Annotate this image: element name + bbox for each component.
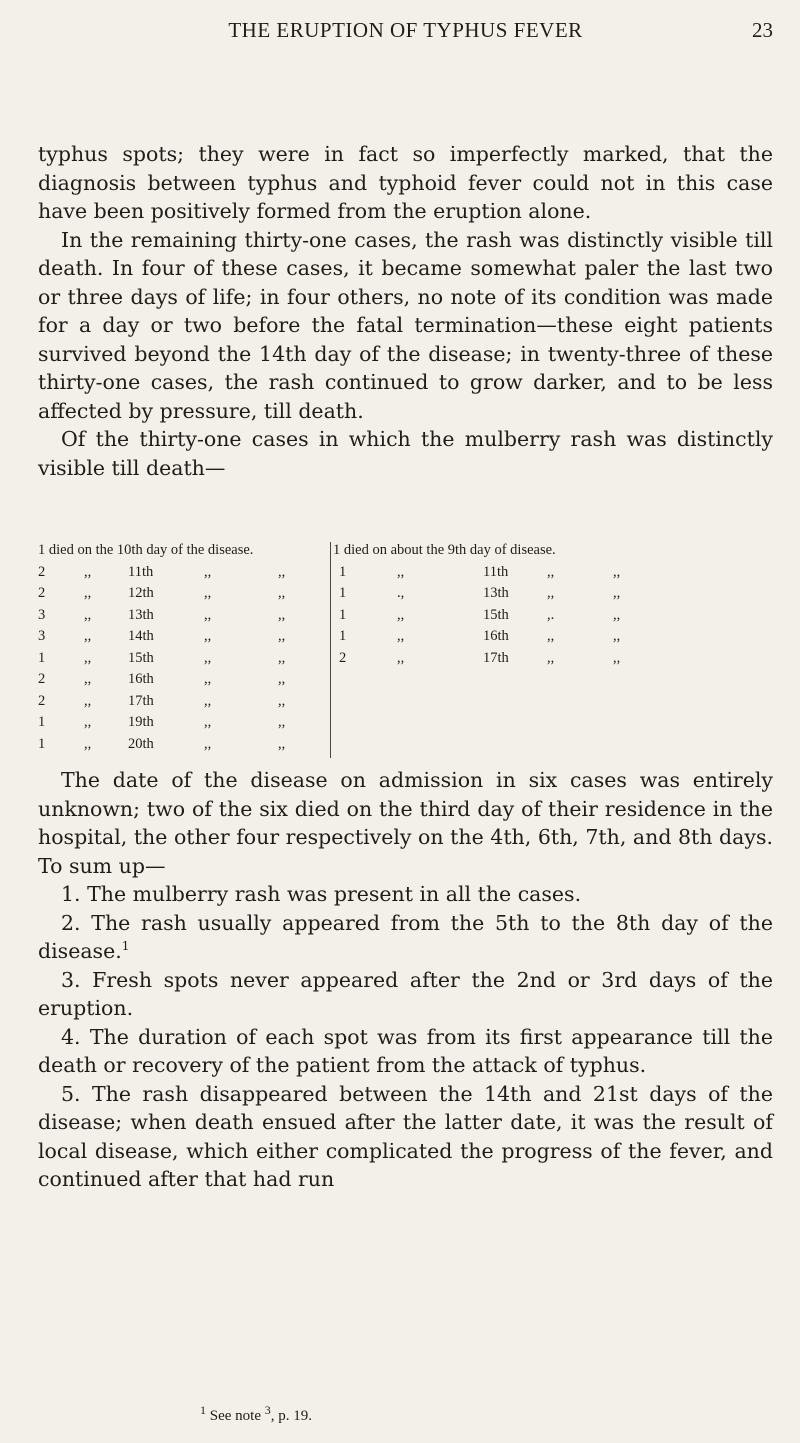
- footnote: $^1$ See note $^3$, p. 19.: [200, 1403, 312, 1424]
- table-row: 2 ,, 17th ,, ,,: [339, 649, 621, 666]
- table-heading: 1 died on the 10th day of the disease.: [38, 542, 254, 558]
- paragraph: The date of the disease on admission in six cases was entirely unknown; two of the six died on the third day of their residence in the hospital, the other four respectively on the 4th, 6th, 7th, and 8th days. To sum up—: [38, 768, 773, 878]
- table-row: 2 ,, 12th ,, ,,: [38, 585, 286, 601]
- paragraph: In the remaining thirty-one cases, the rash was distinctly visible till death. In four of these cases, it became somewhat paler the last two or three days of life; in four others, no note of its condition was made for a day or two before the fatal termination—these eight patients survived beyond the 14th day of the disease; in twenty-three of these thirty-one cases, the rash continued to grow darker, and to be less affected by pressure, till death.: [38, 227, 773, 423]
- deaths-table-left: [38, 542, 316, 757]
- table-row: 1 ,, 16th ,, ,,: [339, 628, 621, 644]
- table-row: 3 ,, 14th ,, ,,: [38, 628, 286, 644]
- table-row: 1 ,, 19th ,, ,,: [38, 714, 286, 730]
- table-row: 1 ,, 15th ,. ,,: [339, 606, 621, 623]
- footnote-number: 1: [200, 1403, 206, 1417]
- table-row: 1 ,, 15th ,, ,,: [38, 649, 286, 666]
- summary-item: 1. The mulberry rash was present in all the cases.: [61, 882, 582, 906]
- paragraph: typhus spots; they were in fact so imperfectly marked, that the diagnosis between typhus and typhoid fever could not in this case have been positively formed from the eruption alone.: [38, 142, 773, 223]
- table-row: 2 ,, 17th ,, ,,: [38, 692, 286, 709]
- table-row: 3 ,, 13th ,, ,,: [38, 606, 286, 623]
- table-heading: 1 died on about the 9th day of disease.: [333, 542, 556, 558]
- table-row: 1 ,, 11th ,, ,,: [339, 563, 621, 580]
- body-text-lower: [38, 766, 773, 1194]
- deaths-table-right: [330, 542, 653, 758]
- summary-item: 2. The rash usually appeared from the 5th to the 8th day of the disease.$^1$: [38, 910, 773, 963]
- summary-item: 4. The duration of each spot was from its first appearance till the death or recovery of the patient from the attack of typhus.: [38, 1024, 773, 1077]
- death-day-tables: [0, 542, 800, 754]
- body-text-upper: [38, 140, 773, 482]
- running-header: [38, 18, 773, 58]
- footnote-mark: 1: [121, 939, 130, 954]
- running-title: THE ERUPTION OF TYPHUS FEVER: [228, 18, 583, 42]
- table-row: 2 ,, 16th ,, ,,: [38, 671, 286, 687]
- paragraph: Of the thirty-one cases in which the mulberry rash was distinctly visible till death—: [38, 427, 773, 480]
- page-number: 23: [752, 18, 773, 42]
- table-row: 2 ,, 11th ,, ,,: [38, 563, 286, 580]
- table-row: 1 ., 13th ,, ,,: [339, 585, 621, 601]
- table-row: 1 ,, 20th ,, ,,: [38, 735, 286, 752]
- summary-item: 5. The rash disappeared between the 14th and 21st days of the disease; when death ensued after the latter date, it was the result of local disease, which either complicated the progress of the fever, and continued after that had run: [38, 1081, 773, 1191]
- summary-item: 3. Fresh spots never appeared after the 2nd or 3rd days of the eruption.: [38, 967, 773, 1020]
